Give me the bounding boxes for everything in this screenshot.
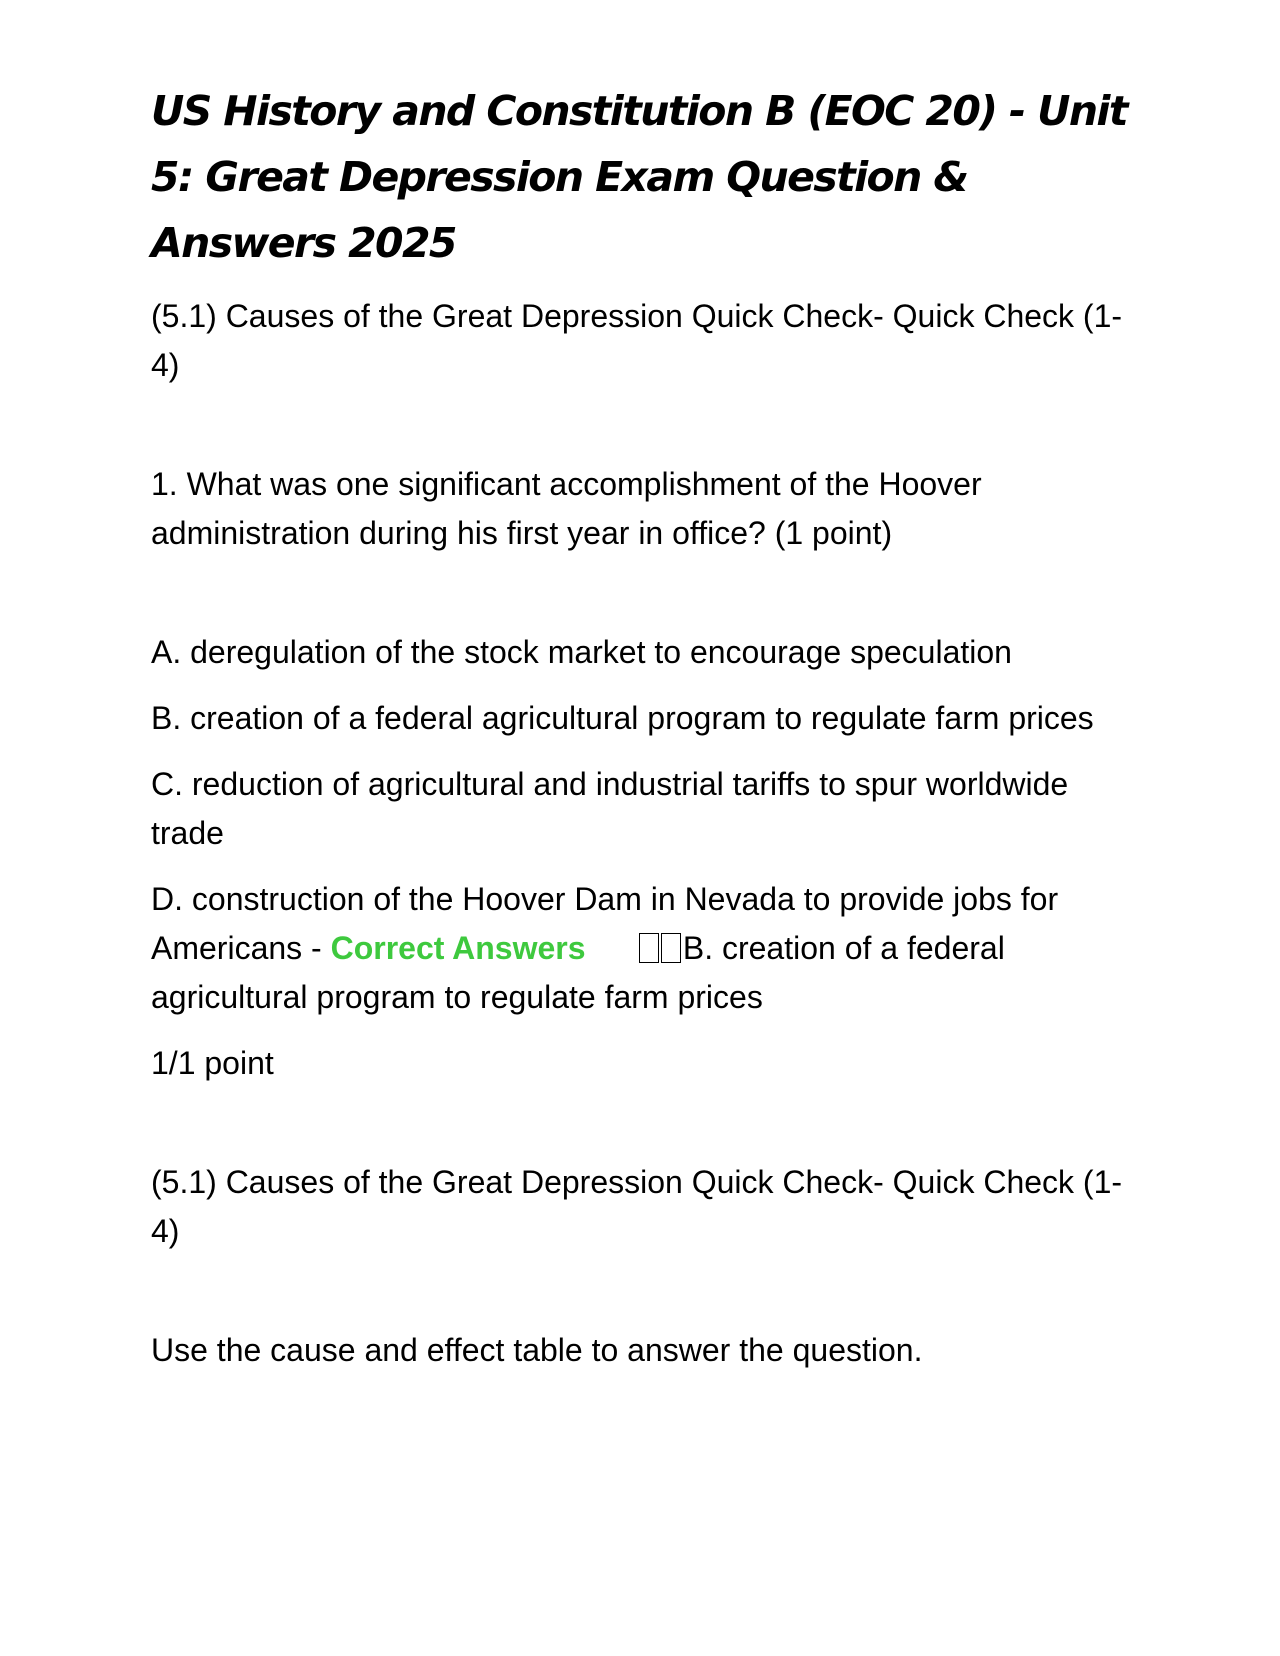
answer-option-a: A. deregulation of the stock market to encourage speculation bbox=[151, 634, 1012, 670]
correct-answers-label: Correct Answers bbox=[330, 930, 586, 966]
answer-option-b: B. creation of a federal agricultural program to regulate farm prices bbox=[151, 700, 1094, 736]
question-prompt: Use the cause and effect table to answer the question. bbox=[151, 1332, 923, 1368]
spacer bbox=[151, 1088, 1136, 1158]
section-heading: (5.1) Causes of the Great Depression Quick Check- Quick Check (1-4) bbox=[151, 1164, 1123, 1249]
spacer bbox=[151, 558, 1136, 628]
missing-glyph-icon bbox=[661, 933, 681, 963]
score-text: 1/1 point bbox=[151, 1045, 274, 1081]
document-page bbox=[151, 78, 1136, 1375]
section-heading: (5.1) Causes of the Great Depression Quick Check- Quick Check (1-4) bbox=[151, 298, 1123, 383]
spacer bbox=[151, 390, 1136, 460]
answer-option-d bbox=[151, 875, 1136, 1022]
correct-answer-text: B. creation of a federal agricultural program to regulate farm prices bbox=[151, 930, 1005, 1015]
missing-glyph-icon bbox=[639, 933, 659, 963]
question-prompt: 1. What was one significant accomplishment of the Hoover administration during his first year in office? (1 point) bbox=[151, 466, 982, 551]
answer-option-c: C. reduction of agricultural and industrial tariffs to spur worldwide trade bbox=[151, 766, 1069, 851]
spacer bbox=[151, 1256, 1136, 1326]
document-title: US History and Constitution B (EOC 20) - Unit 5: Great Depression Exam Question & Answers 2025 bbox=[151, 87, 1127, 267]
answer-option-d-text: D. construction of the Hoover Dam in Nevada to provide jobs for Americans - bbox=[151, 881, 1059, 966]
